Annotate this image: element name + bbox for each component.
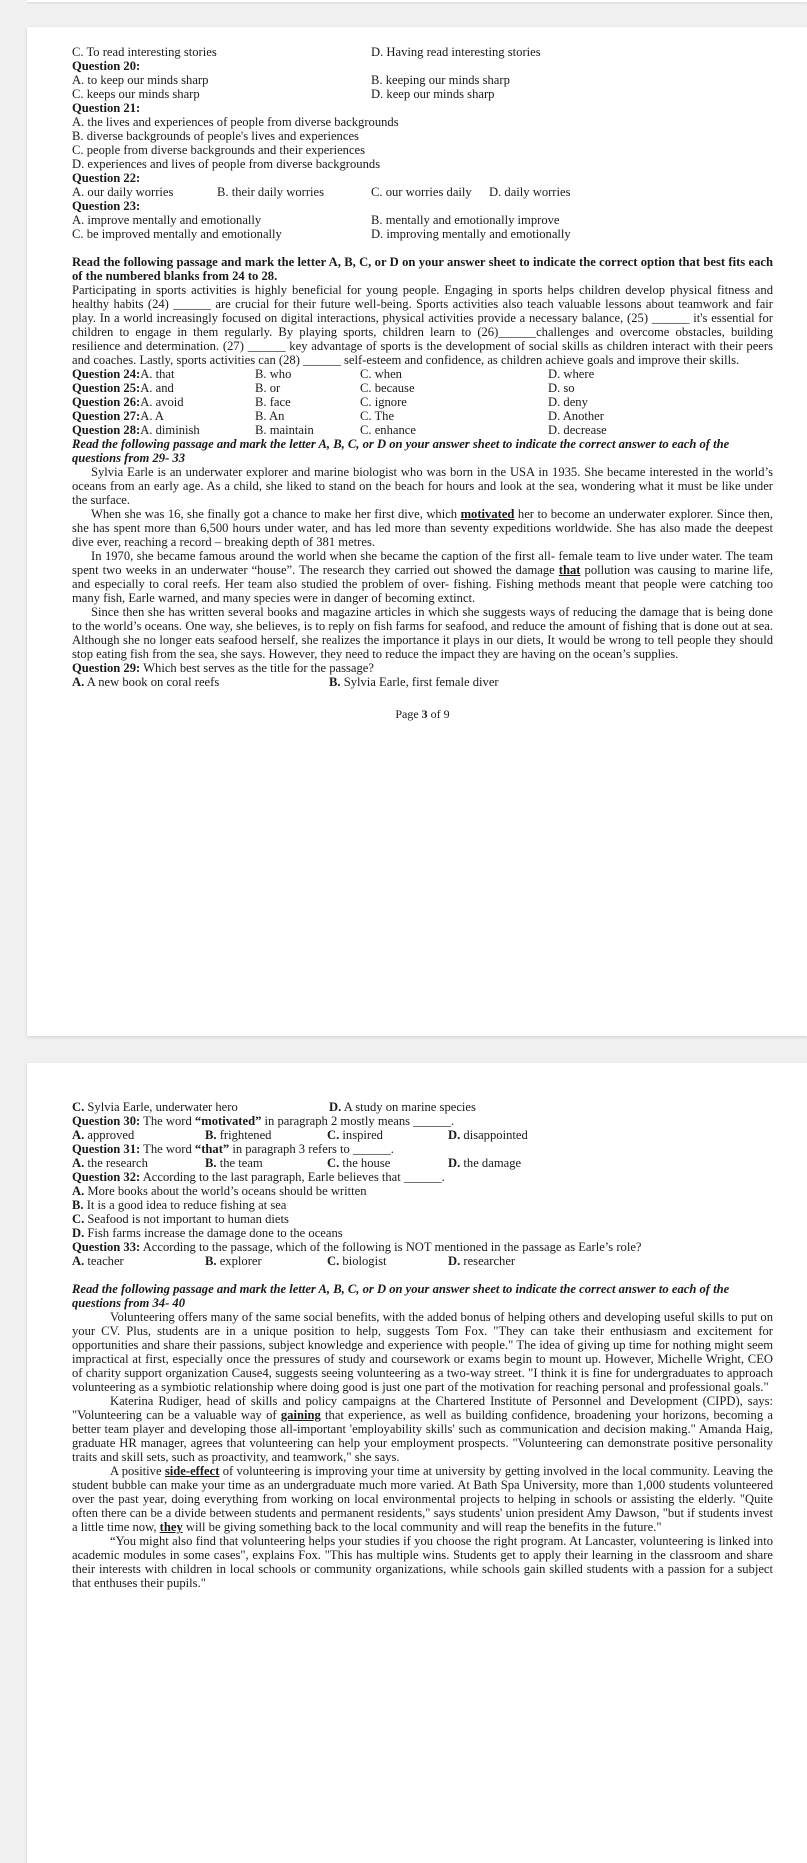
instruction-34-40: Read the following passage and mark the letter A, B, C, or D on your answer sheet to indicate the correct answer to each of the questions from 34- 40 [72, 1282, 730, 1310]
option-d: D. keep our minds sharp [371, 87, 495, 101]
option-c [327, 1128, 448, 1142]
option-letter: A. [72, 1254, 85, 1268]
option-d [448, 1156, 521, 1170]
option-b: B. diverse backgrounds of people's lives and experiences [72, 129, 359, 143]
passage-volunteer-p1: Volunteering offers many of the same social benefits, with the added bonus of helping others and developing useful skills to put on your CV. Plus, students are in a unique position to help, suggests Tom Fox. "They can take their enthusiasm and excitement for opportunities and share their passions, subject knowledge and experience with people." The idea of giving up time for nothing might seem impractical at first, especially once the pressures of study and coursework or exams begin to mount up. However, Michelle Wright, CEO of charity support organization Cause4, suggests seeing volunteering as a two-way street. "I think it is fine for undergraduates to approach volunteering as a symbiotic relationship where doing good is just one part of the motivation for reaching personal and professional goals." [72, 1310, 773, 1394]
option-text: frightened [216, 1128, 272, 1142]
question-31-options [72, 1156, 773, 1170]
option-d: D. improving mentally and emotionally [371, 227, 571, 241]
option-d: D. daily worries [489, 185, 571, 199]
option-text: explorer [216, 1254, 262, 1268]
question-label: Question 32: [72, 1170, 141, 1184]
total-pages: of 9 [427, 707, 450, 721]
question-23-options-ab [72, 213, 773, 227]
blank-24: ______ [173, 297, 212, 311]
page-content [72, 1100, 773, 1590]
option-d [448, 1128, 528, 1142]
passage-text: pollution was causing to marine life, and especially to coral reefs. Her team also studied the problem of over- fishing. Fishing methods meant that people were catching too many fish, Earle warned, and many species were in danger of becoming extinct. [72, 563, 773, 605]
option-a [72, 1156, 205, 1170]
passage-text: will be giving something back to the local community and will reap the benefits in the future." [182, 1520, 662, 1534]
passage-volunteer-p4: “You might also find that volunteering helps your studies if you choose the right program. At Lancaster, volunteering is linked into academic modules in some cases", explains Fox. "This has multiple wins. Students get to apply their learning in the classroom and share their interests with children in local schools or community organizations, while schools gain skilled students with a passion for a subject that enthuses their pupils." [72, 1534, 773, 1590]
option-a: A. to keep our minds sharp [72, 73, 209, 87]
option-a: A. that [140, 367, 175, 381]
option-letter: B. [205, 1128, 217, 1142]
option-letter: B. [205, 1156, 217, 1170]
passage-volunteer-p2 [72, 1394, 773, 1464]
option-letter: A. [72, 1156, 85, 1170]
question-30-stem [72, 1114, 773, 1128]
option-a: A. the lives and experiences of people from diverse backgrounds [72, 115, 399, 129]
option-letter: C. [327, 1128, 340, 1142]
option-letter: C. [327, 1156, 340, 1170]
question-text: Which best serves as the title for the passage? [140, 661, 374, 675]
option-d: D. Having read interesting stories [371, 45, 541, 59]
question-31-stem [72, 1142, 773, 1156]
footer-text: Page [395, 707, 422, 721]
passage-text: it's essential for children to engage in them regularly. By playing sports, children learn to (26) [72, 311, 773, 339]
option-letter: D. [448, 1128, 461, 1142]
question-33-stem [72, 1240, 773, 1254]
passage-earle-p3 [72, 549, 773, 605]
option-a [72, 675, 329, 689]
option-d: D. decrease [548, 423, 607, 437]
option-text: biologist [339, 1254, 387, 1268]
current-page-number: 3 [421, 707, 428, 721]
option-text: Seafood is not important to human diets [84, 1212, 289, 1226]
passage-volunteer-p3 [72, 1464, 773, 1534]
question-text: in paragraph 3 refers to ______. [229, 1142, 394, 1156]
question-text: The word [140, 1114, 195, 1128]
option-b: B. their daily worries [217, 185, 325, 199]
option-a: A. diminish [140, 423, 200, 437]
option-b: B. An [255, 409, 285, 423]
underlined-word-gaining: gaining [280, 1408, 321, 1422]
option-letter: C. [72, 1100, 85, 1114]
option-text: More books about the world’s oceans should be written [84, 1184, 367, 1198]
underlined-word-side-effect: side-effect [164, 1464, 220, 1478]
page-content [72, 45, 773, 721]
option-text: teacher [84, 1254, 124, 1268]
option-b: B. keeping our minds sharp [371, 73, 510, 87]
passage-text: key advantage of sports is the development of social skills as children interact with their peers and coaches. Lastly, sports activities can (28) [72, 339, 773, 367]
option-text: Sylvia Earle, first female diver [340, 675, 499, 689]
option-c: C. ignore [360, 395, 407, 409]
passage-text: A positive [110, 1464, 165, 1478]
underlined-word-they: they [159, 1520, 183, 1534]
question-21-label: Question 21: [72, 101, 141, 115]
option-c [72, 1100, 329, 1114]
option-d [329, 1100, 476, 1114]
question-text: According to the last paragraph, Earle believes that ______. [140, 1170, 445, 1184]
option-b [205, 1254, 327, 1268]
page-footer [72, 707, 773, 721]
option-d: D. experiences and lives of people from diverse backgrounds [72, 157, 381, 171]
option-c: C. be improved mentally and emotionally [72, 227, 282, 241]
option-text: inspired [339, 1128, 383, 1142]
option-c: C. keeps our minds sharp [72, 87, 200, 101]
blank-27: ______ [247, 339, 286, 353]
question-25-row [72, 381, 773, 395]
option-d [72, 1226, 773, 1240]
option-text: the research [84, 1156, 148, 1170]
question-text: The word [140, 1142, 195, 1156]
option-c [327, 1156, 448, 1170]
question-20-options-ab [72, 73, 773, 87]
option-d: D. deny [548, 395, 588, 409]
question-24-row [72, 367, 773, 381]
blank-28: ______ [303, 353, 341, 367]
option-b [205, 1128, 327, 1142]
question-text: According to the passage, which of the following is NOT mentioned in the passage as Earle’s role? [140, 1240, 642, 1254]
option-letter: D. [72, 1226, 85, 1240]
instruction-29-33: Read the following passage and mark the letter A, B, C, or D on your answer sheet to indicate the correct answer to each of the questions from 29- 33 [72, 437, 730, 465]
question-27-row [72, 409, 773, 423]
option-text: Fish farms increase the damage done to the oceans [84, 1226, 343, 1240]
option-text: A study on marine species [341, 1100, 476, 1114]
option-b [205, 1156, 327, 1170]
option-letter: A. [72, 675, 85, 689]
option-a [72, 1184, 773, 1198]
question-label: Question 28: [72, 423, 141, 437]
question-19-options-cd [72, 45, 773, 59]
question-text: in paragraph 2 mostly means ______. [261, 1114, 455, 1128]
passage-text: Katerina Rudiger, head of skills and policy campaigns at the Chartered Institute of Personnel and Development (CIPD), says: "Volunteering can be a valuable way of [72, 1394, 773, 1422]
option-a [72, 1128, 205, 1142]
question-28-row [72, 423, 773, 437]
passage-text: are crucial for their future well-being. Sports activities also teach valuable lessons about teamwork and fair play. In a world increasingly focused on digital interactions, physical activities provide a necessary balance, (25) [72, 297, 773, 325]
question-29-options-ab [72, 675, 773, 689]
option-d [448, 1254, 515, 1268]
option-text: approved [84, 1128, 135, 1142]
option-letter: A. [72, 1128, 85, 1142]
passage-text: When she was 16, she finally got a chance to make her first dive, which [91, 507, 461, 521]
option-letter: C. [72, 1212, 85, 1226]
option-a: A. avoid [140, 395, 184, 409]
passage-earle-p2 [72, 507, 773, 549]
underlined-word-that: that [558, 563, 581, 577]
question-label: Question 29: [72, 661, 141, 675]
question-label: Question 27: [72, 409, 141, 423]
option-c: C. because [360, 381, 415, 395]
question-label: Question 25: [72, 381, 141, 395]
question-29-stem [72, 661, 773, 675]
option-b [329, 675, 499, 689]
blank-26: ______ [498, 325, 537, 339]
option-c [327, 1254, 448, 1268]
question-label: Question 26: [72, 395, 141, 409]
option-letter: A. [72, 1184, 85, 1198]
option-a: A. and [140, 381, 174, 395]
option-text: Sylvia Earle, underwater hero [84, 1100, 238, 1114]
passage-text: In 1970, she became famous around the world when she became the caption of the first all- female team to live under water. The team spent two weeks in an underwater “house”. The research they carried out showed the damage [72, 549, 773, 577]
question-20-options-cd [72, 87, 773, 101]
option-c: C. our worries daily [371, 185, 472, 199]
option-text: researcher [460, 1254, 516, 1268]
passage-text: self-esteem and confidence, as children achieve goals and improve their skills. [340, 353, 740, 367]
option-text: the team [216, 1156, 263, 1170]
option-text: the house [339, 1156, 391, 1170]
option-letter: D. [448, 1156, 461, 1170]
question-22-options [72, 185, 773, 199]
option-text: the damage [460, 1156, 522, 1170]
question-label: Question 24: [72, 367, 141, 381]
option-c [72, 1212, 773, 1226]
question-23-options-cd [72, 227, 773, 241]
option-letter: D. [329, 1100, 342, 1114]
document-page-3 [27, 27, 807, 1036]
option-a: A. A [140, 409, 165, 423]
previous-page-edge [27, 0, 807, 2]
quoted-word: “motivated” [194, 1114, 262, 1128]
question-32-stem [72, 1170, 773, 1184]
option-letter: B. [329, 675, 341, 689]
option-b: B. mentally and emotionally improve [371, 213, 560, 227]
option-c: C. when [360, 367, 402, 381]
question-20-label: Question 20: [72, 59, 141, 73]
option-b: B. face [255, 395, 291, 409]
passage-text: Participating in sports activities is highly beneficial for young people. Engaging in sports helps children develop physical fitness and healthy habits (24) [72, 283, 773, 311]
option-b: B. who [255, 367, 292, 381]
option-a: A. our daily worries [72, 185, 174, 199]
instruction-24-28: Read the following passage and mark the letter A, B, C, or D on your answer sheet to indicate the correct option that best fits each of the numbered blanks from 24 to 28. [72, 255, 773, 283]
question-23-label: Question 23: [72, 199, 141, 213]
passage-sports [72, 283, 773, 367]
option-text: disappointed [460, 1128, 528, 1142]
question-label: Question 33: [72, 1240, 141, 1254]
option-letter: B. [205, 1254, 217, 1268]
option-d: D. where [548, 367, 595, 381]
question-22-label: Question 22: [72, 171, 141, 185]
option-text: A new book on coral reefs [84, 675, 220, 689]
passage-earle-p1: Sylvia Earle is an underwater explorer and marine biologist who was born in the USA in 1935. She became interested in the world’s oceans from an early age. As a child, she liked to stand on the beach for hours and look at the sea, wondering what it must be like under the surface. [72, 465, 773, 507]
question-label: Question 30: [72, 1114, 141, 1128]
passage-text: her to become an underwater explorer. Since then, she has spent more than 6,500 hours under water, and has led more than seventy expeditions worldwide. She has also made the deepest dive ever, reaching a record – breaking depth of 381 metres. [72, 507, 773, 549]
question-26-row [72, 395, 773, 409]
option-d: D. Another [548, 409, 604, 423]
question-label: Question 31: [72, 1142, 141, 1156]
passage-earle-p4: Since then she has written several books and magazine articles in which she suggests ways of reducing the damage that is being done to the world’s oceans. One way, she believes, is to reply on fish farms for seafood, and reduce the amount of fishing that is done out at sea. Although she no longer eats seafood herself, she realizes the importance it plays in our diets, It would be wrong to tell people they should stop eating fish from the sea, she says. However, they need to reduce the impact they are having on the ocean’s supplies. [72, 605, 773, 661]
option-a [72, 1254, 205, 1268]
option-letter: C. [327, 1254, 340, 1268]
passage-text: challenges and overcome obstacles, building resilience and determination. (27) [72, 325, 773, 353]
question-33-options [72, 1254, 773, 1268]
option-b: B. or [255, 381, 281, 395]
option-b [72, 1198, 773, 1212]
passage-text: that experience, as well as building confidence, broadening your horizons, becoming a better team player and developing those all-important 'employability skills' such as communication and decision making." Amanda Haig, graduate HR manager, agrees that volunteering can help your employment prospects. "Volunteering can demonstrate positive personality traits and skill sets, such as proactivity, and teamwork," she says. [72, 1408, 774, 1464]
option-text: It is a good idea to reduce fishing at sea [83, 1198, 287, 1212]
option-letter: B. [72, 1198, 84, 1212]
option-c: C. enhance [360, 423, 416, 437]
blank-25: ______ [651, 311, 690, 325]
option-d: D. so [548, 381, 575, 395]
question-29-options-cd [72, 1100, 773, 1114]
option-c: C. people from diverse backgrounds and their experiences [72, 143, 366, 157]
option-b: B. maintain [255, 423, 314, 437]
option-letter: D. [448, 1254, 461, 1268]
quoted-word: “that” [194, 1142, 230, 1156]
question-30-options [72, 1128, 773, 1142]
option-c: C. To read interesting stories [72, 45, 217, 59]
passage-text: of volunteering is improving your time at university by getting involved in the local community. Leaving the student bubble can make your time as an undergraduate much more varied. At Bath Spa University, more than 1,000 students volunteered over the past year, doing everything from working on local environmental projects to helping in schools or assisting the elderly. "Quite often there can be a divide between students and permanent residents," says students' union president Amy Dawson, "but if students invest a little time now, [72, 1464, 774, 1534]
underlined-word-motivated: motivated [460, 507, 515, 521]
option-c: C. The [360, 409, 395, 423]
option-a: A. improve mentally and emotionally [72, 213, 262, 227]
document-page-4 [27, 1063, 807, 1863]
